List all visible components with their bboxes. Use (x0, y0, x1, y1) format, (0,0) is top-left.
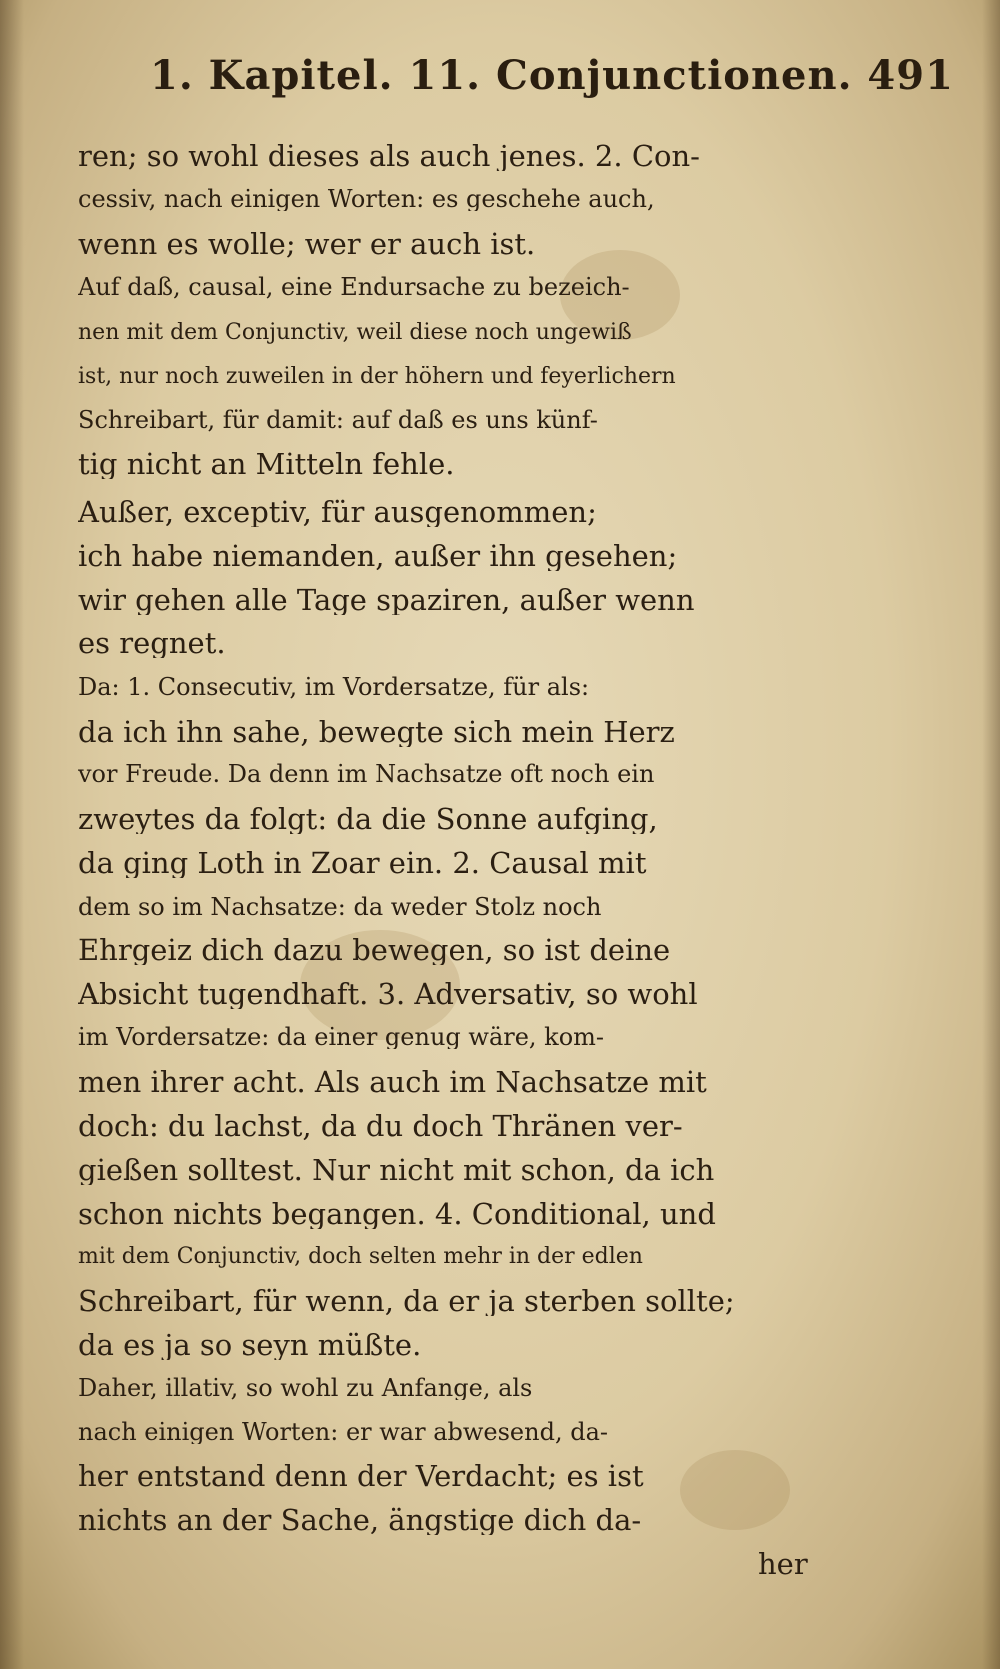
text-line: da es ja so seyn müßte. (78, 1331, 422, 1360)
text-line: tig nicht an Mitteln fehle. (78, 450, 455, 479)
text-line: dem so im Nachsatze: da weder Stolz noch (78, 895, 602, 919)
catchword: her (758, 1550, 808, 1579)
text-line: cessiv, nach einigen Worten: es geschehe auch, (78, 187, 655, 211)
text-line: zweytes da folgt: da die Sonne aufging, (78, 805, 658, 834)
text-line: da ging Loth in Zoar ein. 2. Causal mit (78, 849, 647, 878)
text-line: her entstand denn der Verdacht; es ist (78, 1462, 644, 1491)
text-line: wir gehen alle Tage spaziren, außer wenn (78, 586, 695, 615)
text-line: ist, nur noch zuweilen in der höhern und feyerlichern (78, 366, 676, 388)
page-left-edge-shadow (0, 0, 24, 1669)
text-line: da ich ihn sahe, bewegte sich mein Herz (78, 718, 675, 747)
text-line: doch: du lachst, da du doch Thränen ver- (78, 1112, 683, 1141)
text-line: nach einigen Worten: er war abwesend, da- (78, 1420, 608, 1444)
text-line: Ehrgeiz dich dazu bewegen, so ist deine (78, 936, 671, 965)
text-line: Schreibart, für wenn, da er ja sterben sollte; (78, 1287, 735, 1316)
text-line: Daher, illativ, so wohl zu Anfange, als (78, 1376, 533, 1400)
text-line: wenn es wolle; wer er auch ist. (78, 230, 536, 259)
text-line: schon nichts begangen. 4. Conditional, und (78, 1200, 716, 1229)
text-line: es regnet. (78, 629, 226, 658)
page-right-edge-shadow (982, 0, 1000, 1669)
text-line: Schreibart, für damit: auf daß es uns künf- (78, 408, 598, 432)
text-line: vor Freude. Da denn im Nachsatze oft noch ein (78, 762, 655, 786)
text-line: ren; so wohl dieses als auch jenes. 2. Con- (78, 142, 700, 171)
body-text (78, 128, 818, 1628)
text-line: ich habe niemanden, außer ihn gesehen; (78, 542, 678, 571)
text-line: Auf daß, causal, eine Endursache zu bezeich- (78, 275, 630, 299)
text-line: nen mit dem Conjunctiv, weil diese noch ungewiß (78, 322, 632, 344)
text-line: im Vordersatze: da einer genug wäre, kom- (78, 1025, 605, 1049)
running-head: 1. Kapitel. 11. Conjunctionen. 491 (150, 52, 954, 99)
text-line: men ihrer acht. Als auch im Nachsatze mit (78, 1068, 707, 1097)
text-line: nichts an der Sache, ängstige dich da- (78, 1506, 642, 1535)
text-line: mit dem Conjunctiv, doch selten mehr in der edlen (78, 1246, 643, 1268)
text-line: gießen solltest. Nur nicht mit schon, da ich (78, 1156, 715, 1185)
text-line: Außer, exceptiv, für ausgenommen; (78, 498, 597, 527)
text-line: Absicht tugendhaft. 3. Adversativ, so wohl (78, 980, 698, 1009)
text-line: Da: 1. Consecutiv, im Vordersatze, für als: (78, 675, 590, 699)
